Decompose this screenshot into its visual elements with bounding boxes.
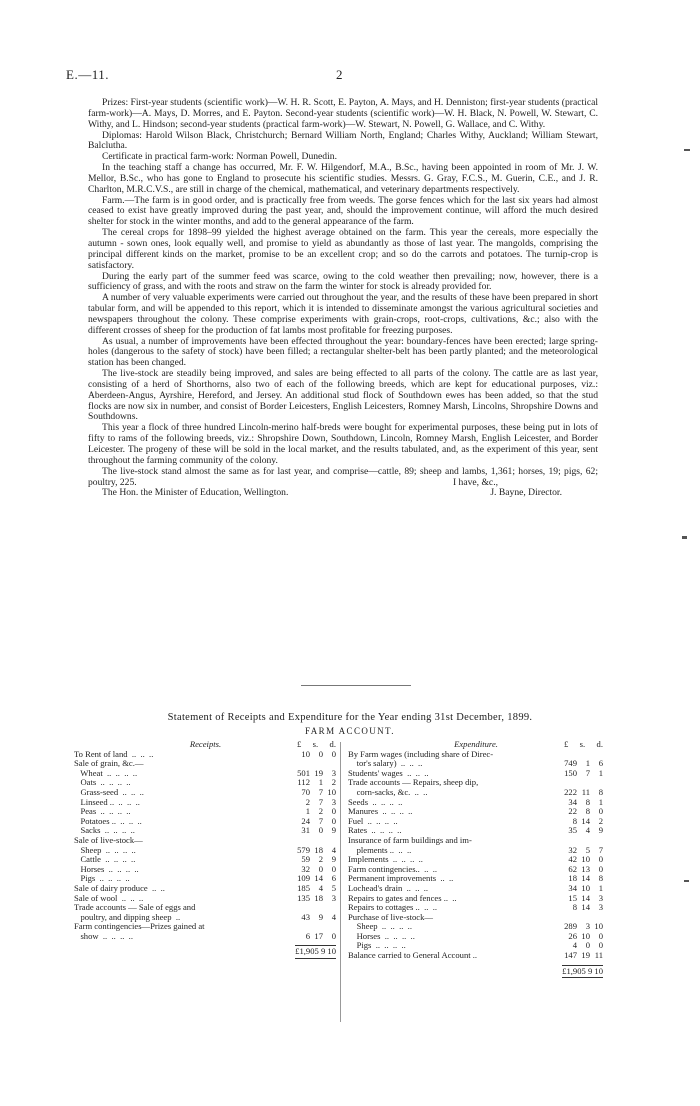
account-item-label: By Farm wages (including share of Direc- bbox=[348, 749, 494, 759]
pounds-value: 4 bbox=[572, 940, 577, 951]
account-row bbox=[74, 913, 336, 923]
receipts-header bbox=[74, 740, 336, 750]
pence-head: d. bbox=[329, 739, 336, 749]
shillings-value: 7 bbox=[318, 786, 323, 797]
pence-value: 0 bbox=[331, 863, 336, 874]
account-row bbox=[348, 817, 603, 827]
pounds-value: 2 bbox=[305, 796, 310, 807]
pence-value: 7 bbox=[598, 844, 603, 855]
account-item-label: poultry, and dipping sheep .. bbox=[74, 912, 181, 922]
account-row bbox=[348, 798, 603, 808]
pence-value: 9 bbox=[598, 825, 603, 836]
shillings-value: 2 bbox=[318, 854, 323, 865]
account-item-label: Purchase of live-stock— bbox=[348, 912, 433, 922]
shillings-head: s. bbox=[312, 739, 319, 749]
account-row bbox=[74, 932, 336, 942]
pence-value: 4 bbox=[331, 911, 336, 922]
expenditure-column bbox=[348, 740, 603, 978]
account-item-label: Pigs .. .. .. .. bbox=[348, 941, 406, 951]
account-item-label: Permanent improvements .. .. bbox=[348, 874, 454, 884]
receipts-rows bbox=[74, 750, 336, 942]
pounds-value: 147 bbox=[564, 950, 577, 961]
pence-value: 3 bbox=[331, 767, 336, 778]
account-item-label: Students' wages .. .. .. bbox=[348, 768, 429, 778]
pounds-value: 32 bbox=[301, 863, 310, 874]
pounds-value: 26 bbox=[568, 930, 577, 941]
paragraph-improvements: As usual, a number of improvements have been effected throughout the year: boundary-fences have been erected; large spring-holes (dangerous to the safety of stock) have been filled; a rectangular shelter-belt has been partly planted; and the meteorological station has been changed. bbox=[88, 335, 598, 369]
paragraph-certificate: Certificate in practical farm-work: Norman Powell, Dunedin. bbox=[102, 151, 337, 163]
pounds-value: 150 bbox=[564, 767, 577, 778]
account-row bbox=[74, 922, 336, 932]
signature: J. Bayne, Director. bbox=[490, 487, 562, 499]
account-row bbox=[348, 769, 603, 779]
pence-value: 6 bbox=[598, 758, 603, 769]
pence-value: 0 bbox=[331, 748, 336, 759]
expenditure-label: Expenditure. bbox=[454, 739, 498, 749]
account-row bbox=[348, 846, 603, 856]
pounds-value: 185 bbox=[297, 882, 310, 893]
pounds-value: 35 bbox=[568, 825, 577, 836]
shillings-value: 14 bbox=[581, 892, 590, 903]
pence-value: 0 bbox=[331, 806, 336, 817]
scan-mark bbox=[684, 149, 690, 151]
pounds-value: 34 bbox=[568, 882, 577, 893]
account-amount bbox=[564, 951, 603, 961]
pounds-head: £ bbox=[297, 739, 302, 749]
pence-value: 10 bbox=[594, 921, 603, 932]
shillings-value: 10 bbox=[581, 882, 590, 893]
account-amount bbox=[297, 913, 336, 923]
account-amount bbox=[564, 769, 603, 779]
paragraph-diplomas: Diplomas: Harold Wilson Black, Christchurch; Bernard William North, England; Charles Withy, Auckland; William Stewart, Balclutha. bbox=[88, 129, 598, 152]
pence-value: 8 bbox=[598, 873, 603, 884]
account-item-label: Peas .. .. .. .. bbox=[74, 807, 131, 817]
paragraph-livestock-count bbox=[88, 467, 598, 489]
receipts-label: Receipts. bbox=[189, 739, 222, 749]
account-amount bbox=[297, 894, 336, 904]
receipts-column bbox=[74, 740, 336, 959]
pounds-value: 6 bbox=[305, 930, 310, 941]
account-item-label: To Rent of land .. .. .. bbox=[74, 749, 154, 759]
page-number: 2 bbox=[336, 67, 343, 82]
pounds-value: 1 bbox=[305, 806, 310, 817]
statement-title: Statement of Receipts and Expenditure for the Year ending 31st December, 1899. bbox=[167, 712, 533, 723]
shillings-value: 9 bbox=[318, 911, 323, 922]
pence-value: 0 bbox=[598, 863, 603, 874]
pounds-value: 10 bbox=[301, 748, 310, 759]
pence-value: 0 bbox=[598, 806, 603, 817]
pounds-value: 8 bbox=[572, 902, 577, 913]
account-amount bbox=[564, 826, 603, 836]
pence-value: 9 bbox=[331, 854, 336, 865]
account-item-label: Farm contingencies.. .. .. bbox=[348, 864, 438, 874]
expenditure-total: £1,905 9 10 bbox=[562, 965, 603, 979]
pounds-value: 43 bbox=[301, 911, 310, 922]
account-item-label: Manures .. .. .. .. bbox=[348, 807, 413, 817]
account-row bbox=[74, 817, 336, 827]
account-item-label: Potatoes .. .. .. .. bbox=[74, 816, 142, 826]
pence-value: 0 bbox=[598, 930, 603, 941]
shillings-value: 0 bbox=[585, 940, 590, 951]
account-item-label: show .. .. .. .. bbox=[74, 931, 133, 941]
account-item-label: Horses .. .. .. .. bbox=[74, 864, 139, 874]
closing-phrase: I have, &c., bbox=[452, 476, 498, 488]
shillings-value: 7 bbox=[585, 767, 590, 778]
shillings-value: 3 bbox=[585, 921, 590, 932]
paragraph-live-stock: The live-stock are steadily being improved, and sales are being effected to all parts of the colony. The cattle are as last year, consisting of a herd of Shorthorns, also two of each of the following breeds, which are kept for educational purposes, viz.: Aberdeen-Angus, Ayrshire, Hereford, and Jersey. An additional stud flock of Southdown ewes has been added, so that the stud flocks are now six in number, and consist of Border Leicesters, English Leicesters, Romney Marsh, Lincolns, Shropshire Downs and Southdowns. bbox=[88, 368, 598, 423]
pence-value: 1 bbox=[598, 767, 603, 778]
shillings-value: 4 bbox=[585, 825, 590, 836]
account-amount bbox=[297, 750, 336, 760]
shillings-value: 13 bbox=[581, 863, 590, 874]
pence-value: 6 bbox=[331, 873, 336, 884]
paragraph-teaching-staff: In the teaching staff a change has occurred, Mr. F. W. Hilgendorf, M.A., B.Sc., having been appointed in room of Mr. J. W. Mellor, B.Sc., who has gone to England to prosecute his scientific studies. Messrs. G. Gray, F.C.S., M. Guerin, C.E., and J. R. Charlton, M.R.C.V.S., are still in charge of the chemical, mathematical, and veterinary departments respectively. bbox=[88, 162, 598, 195]
shillings-value: 10 bbox=[581, 854, 590, 865]
pence-value: 3 bbox=[331, 796, 336, 807]
shillings-value: 8 bbox=[585, 806, 590, 817]
pounds-value: 222 bbox=[564, 786, 577, 797]
pounds-value: 59 bbox=[301, 854, 310, 865]
account-item-label: Oats .. .. .. .. bbox=[74, 778, 131, 788]
account-column-divider bbox=[340, 742, 341, 1022]
pence-value: 9 bbox=[331, 825, 336, 836]
expenditure-total-row bbox=[348, 965, 603, 979]
account-item-label: plements .. .. .. bbox=[348, 845, 412, 855]
account-amount bbox=[297, 932, 336, 942]
pounds-value: 32 bbox=[568, 844, 577, 855]
account-row bbox=[348, 807, 603, 817]
pence-head: d. bbox=[596, 739, 603, 749]
pounds-value: 18 bbox=[568, 873, 577, 884]
addressee: The Hon. the Minister of Education, Wellington. bbox=[102, 487, 289, 499]
expenditure-rows bbox=[348, 750, 603, 961]
pounds-value: 112 bbox=[297, 777, 310, 788]
pence-value: 3 bbox=[331, 892, 336, 903]
account-item-label: Pigs .. .. .. .. bbox=[74, 874, 130, 884]
pence-value: 2 bbox=[598, 815, 603, 826]
pounds-value: 22 bbox=[568, 806, 577, 817]
section-divider bbox=[301, 685, 411, 686]
pence-value: 11 bbox=[594, 950, 603, 961]
expenditure-header bbox=[348, 740, 603, 750]
shillings-value: 18 bbox=[314, 844, 323, 855]
account-item-label: Trade accounts — Repairs, sheep dip, bbox=[348, 778, 479, 788]
document-code: E.—11. bbox=[66, 67, 109, 82]
account-item-label: Sacks .. .. .. .. bbox=[74, 826, 135, 836]
account-row bbox=[348, 951, 603, 961]
account-item-label: Grass-seed .. .. .. bbox=[74, 787, 144, 797]
pounds-value: 31 bbox=[301, 825, 310, 836]
pounds-head: £ bbox=[564, 739, 569, 749]
account-row bbox=[348, 836, 603, 846]
paragraph-experiments: A number of very valuable experiments were carried out throughout the year, and the results of these have been prepared in short tabular form, and will be appended to this report, which it is intended to disseminate amongst the various agricultural societies and newspapers throughout the colony. These comprise experiments with grain-crops, root-crops, cultivations, &c.; also with the different crosses of sheep for the production of fat lambs most profitable for freezing purposes. bbox=[88, 292, 598, 336]
pounds-value: 62 bbox=[568, 863, 577, 874]
scan-mark bbox=[684, 880, 689, 882]
shillings-value: 5 bbox=[585, 844, 590, 855]
account-item-label: Lochead's drain .. .. .. bbox=[348, 883, 429, 893]
account-item-label: Sale of live-stock— bbox=[74, 835, 143, 845]
account-item-label: Implements .. .. .. .. bbox=[348, 855, 423, 865]
account-item-label: Wheat .. .. .. .. bbox=[74, 768, 138, 778]
account-item-label: corn-sacks, &c. .. .. bbox=[348, 787, 428, 797]
account-item-label: Linseed .. .. .. .. bbox=[74, 797, 140, 807]
account-amount bbox=[564, 903, 603, 913]
account-item-label: tor's salary) .. .. .. bbox=[348, 759, 423, 769]
shillings-value: 17 bbox=[314, 930, 323, 941]
pence-value: 5 bbox=[331, 882, 336, 893]
shillings-value: 0 bbox=[318, 825, 323, 836]
pounds-value: 15 bbox=[568, 892, 577, 903]
scan-mark bbox=[682, 536, 687, 539]
pence-value: 0 bbox=[598, 854, 603, 865]
account-row bbox=[74, 846, 336, 856]
statement-subtitle: FARM ACCOUNT. bbox=[305, 726, 395, 736]
shillings-value: 0 bbox=[318, 748, 323, 759]
pence-value: 2 bbox=[331, 777, 336, 788]
pounds-value: 135 bbox=[297, 892, 310, 903]
account-row bbox=[74, 855, 336, 865]
account-item-label: Insurance of farm buildings and im- bbox=[348, 835, 472, 845]
shillings-value: 14 bbox=[581, 873, 590, 884]
account-row bbox=[348, 874, 603, 884]
shillings-value: 7 bbox=[318, 796, 323, 807]
shillings-value: 10 bbox=[581, 930, 590, 941]
pence-value: 1 bbox=[598, 882, 603, 893]
account-item-label: Sheep .. .. .. .. bbox=[74, 845, 136, 855]
shillings-value: 2 bbox=[318, 806, 323, 817]
shillings-value: 14 bbox=[314, 873, 323, 884]
shillings-value: 0 bbox=[318, 863, 323, 874]
account-item-label: Sheep .. .. .. .. bbox=[348, 922, 412, 932]
account-item-label: Sale of dairy produce .. .. bbox=[74, 883, 165, 893]
shillings-value: 1 bbox=[318, 777, 323, 788]
pounds-value: 579 bbox=[297, 844, 310, 855]
shillings-value: 19 bbox=[314, 767, 323, 778]
account-amount bbox=[297, 798, 336, 808]
account-amount bbox=[564, 932, 603, 942]
account-row bbox=[74, 807, 336, 817]
pounds-value: 749 bbox=[564, 758, 577, 769]
account-row bbox=[74, 788, 336, 798]
account-row bbox=[348, 855, 603, 865]
account-row bbox=[348, 788, 603, 798]
paragraph-prizes: Prizes: First-year students (scientific work)—W. H. R. Scott, E. Payton, A. Mays, and H. Denniston; first-year students (practical farm-work)—A. Mays, D. Morres, and E. Payton. Second-year students (scientific work)—W. H. Black, N. Powell, W. Stewart, C. Withy, and L. Hindson; second-year students (practical farm-work)—W. Stewart, N. Powell, G. Wallace, and C. Withy. bbox=[88, 97, 598, 130]
account-item-label: Sale of grain, &c.— bbox=[74, 759, 144, 769]
shillings-value: 14 bbox=[581, 815, 590, 826]
account-row bbox=[74, 894, 336, 904]
account-item-label: Repairs to gates and fences .. .. bbox=[348, 893, 457, 903]
shillings-value: 1 bbox=[585, 758, 590, 769]
account-row bbox=[348, 894, 603, 904]
account-row bbox=[348, 922, 603, 932]
account-row bbox=[74, 778, 336, 788]
shillings-value: 8 bbox=[585, 796, 590, 807]
addressee-line bbox=[88, 488, 598, 499]
account-item-label: Sale of wool .. .. .. bbox=[74, 893, 144, 903]
paragraph-lincoln-merino: This year a flock of three hundred Lincoln-merino half-breds were bought for experimental purposes, these being put in lots of fifty to rams of the following breeds, viz.: Shropshire Down, Southdown, Lincoln, Romney Marsh, English Leicester, and Border Leicester. The progeny of these will be sold in the local market, and the results tabulated, and, as the experiment of this year, sent throughout the farming community of the colony. bbox=[88, 422, 598, 466]
pence-value: 4 bbox=[331, 844, 336, 855]
account-item-label: Trade accounts — Sale of eggs and bbox=[74, 903, 196, 913]
paragraph-cereal-crops: The cereal crops for 1898–99 yielded the highest average obtained on the farm. This year the cereals, more especially the autumn - sown ones, look equally well, and promise to yield as abundantly as those of last year. The mangolds, comprising the principal different kinds on the market, promise to be an excellent crop; and so do the carrots and potatoes. The turnip-crop is satisfactory. bbox=[88, 227, 598, 271]
account-item-label: Rates .. .. .. .. bbox=[348, 826, 402, 836]
account-item-label: Balance carried to General Account .. bbox=[348, 951, 478, 961]
pence-value: 0 bbox=[331, 815, 336, 826]
account-row bbox=[348, 932, 603, 942]
account-row bbox=[348, 826, 603, 836]
account-item-label: Repairs to cottages .. .. .. bbox=[348, 903, 438, 913]
paragraph-summer-feed: During the early part of the summer feed was scarce, owing to the cold weather then prevailing; now, however, there is a sufficiency of grass, and with the roots and straw on the farm the winter for stock is already provided for. bbox=[88, 270, 598, 293]
account-row bbox=[74, 750, 336, 760]
pence-value: 1 bbox=[598, 796, 603, 807]
pence-value: 3 bbox=[598, 892, 603, 903]
receipts-total: £1,905 9 10 bbox=[295, 945, 336, 959]
account-row bbox=[348, 865, 603, 875]
receipts-total-row bbox=[74, 945, 336, 959]
account-row bbox=[74, 798, 336, 808]
account-row bbox=[74, 903, 336, 913]
pence-value: 8 bbox=[598, 786, 603, 797]
pounds-value: 501 bbox=[297, 767, 310, 778]
account-row bbox=[74, 826, 336, 836]
pounds-value: 70 bbox=[301, 786, 310, 797]
account-amount bbox=[297, 826, 336, 836]
shillings-value: 11 bbox=[581, 786, 590, 797]
shillings-value: 14 bbox=[581, 902, 590, 913]
pounds-value: 24 bbox=[301, 815, 310, 826]
pounds-value: 42 bbox=[568, 854, 577, 865]
paragraph-farm: Farm.—The farm is in good order, and is practically free from weeds. The gorse fences which for the last six years had almost ceased to exist have greatly improved during the past year, and, should the improvement continue, will afford the much desired shelter for stock in the winter months, and add to the general appearance of the farm. bbox=[88, 194, 598, 228]
pence-value: 0 bbox=[598, 940, 603, 951]
pounds-value: 109 bbox=[297, 873, 310, 884]
shillings-value: 18 bbox=[314, 892, 323, 903]
shillings-head: s. bbox=[579, 739, 586, 749]
account-item-label: Cattle .. .. .. .. bbox=[74, 855, 136, 865]
account-item-label: Horses .. .. .. .. bbox=[348, 931, 415, 941]
shillings-value: 19 bbox=[581, 950, 590, 961]
livestock-count-text: The live-stock stand almost the same as for last year, and comprise—cattle, 89; sheep and lambs, 1,361; horses, 19; pigs, 62; poultry, 225. bbox=[88, 465, 598, 488]
account-row bbox=[348, 903, 603, 913]
pounds-value: 8 bbox=[572, 815, 577, 826]
pence-value: 0 bbox=[331, 930, 336, 941]
expenditure-currency-heads bbox=[564, 740, 603, 750]
pence-value: 3 bbox=[598, 902, 603, 913]
account-row bbox=[348, 884, 603, 894]
shillings-value: 4 bbox=[318, 882, 323, 893]
account-amount bbox=[297, 788, 336, 798]
account-item-label: Fuel .. .. .. .. bbox=[348, 816, 398, 826]
report-body bbox=[88, 98, 598, 499]
pounds-value: 34 bbox=[568, 796, 577, 807]
account-item-label: Farm contingencies—Prizes gained at bbox=[74, 922, 205, 932]
shillings-value: 7 bbox=[318, 815, 323, 826]
pounds-value: 289 bbox=[564, 921, 577, 932]
account-item-label: Seeds .. .. .. .. bbox=[348, 797, 403, 807]
pence-value: 10 bbox=[327, 786, 336, 797]
